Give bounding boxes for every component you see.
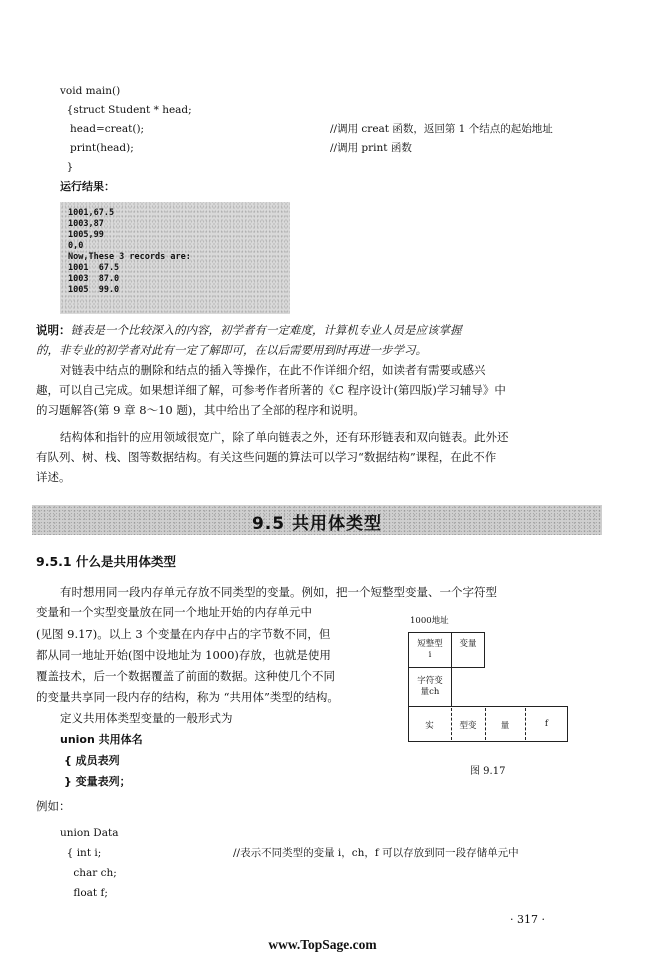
code-comment: //调用 creat 函数，返回第 1 个结点的起始地址: [330, 123, 553, 135]
console-line: 1003 87.0: [68, 274, 120, 284]
para2-line-1: 结构体和指针的应用领域很宽广，除了单向链表之外，还有环形链表和双向链表。此外还: [60, 430, 509, 444]
example-label: 例如：: [36, 799, 71, 813]
para3-line-3: (见图 9.17)。以上 3 个变量在内存中占的字节数不同，但: [36, 627, 331, 641]
figure-var-cell: 变量: [451, 632, 485, 668]
footer-url: www.TopSage.com: [268, 937, 377, 952]
section-banner: [32, 505, 602, 535]
subsection-title: 9.5.1 什么是共用体类型: [36, 554, 176, 569]
figure-float-cell: f: [544, 719, 549, 729]
code-line: head=creat();: [60, 123, 145, 135]
page-number: · 317 ·: [510, 913, 545, 926]
console-line: 1001 67.5: [68, 263, 120, 273]
code-line: }: [60, 161, 74, 173]
console-line: 1005,99: [68, 230, 104, 240]
figure-caption: 图 9.17: [470, 766, 506, 777]
code-line: void main(): [60, 85, 121, 97]
para3-line-6: 的变量共享同一段内存的结构，称为 “共用体”类型的结构。: [36, 690, 339, 704]
console-line: 1005 99.0: [68, 285, 120, 295]
console-output: [60, 202, 290, 314]
para1-line-3: 的习题解答(第 9 章 8～10 题)，其中给出了全部的程序和说明。: [36, 403, 365, 417]
figure-address-label: 1000地址: [410, 616, 449, 626]
syntax-line-1: union 共用体名: [60, 733, 143, 746]
para3-line-2: 变量和一个实型变量放在同一个地址开始的内存单元中: [36, 605, 312, 619]
code-line: float f;: [60, 887, 108, 899]
console-line: 0,0: [68, 241, 84, 251]
figure-float-cell: 型变: [459, 721, 477, 731]
code-line: union Data: [60, 827, 119, 839]
para2-line-2: 有队列、树、栈、图等数据结构。有关这些问题的算法可以学习“数据结构”课程，在此不作: [36, 450, 497, 464]
figure-float-cell: 量: [500, 721, 510, 731]
para1-line-1: 对链表中结点的删除和结点的插入等操作，在此不作详细介绍，如读者有需要或感兴: [60, 363, 486, 377]
section-title: 9.5 共用体类型: [251, 514, 383, 534]
para3-line-4: 都从同一地址开始(图中设地址为 1000)存放，也就是使用: [36, 648, 331, 662]
run-result-label: 运行结果：: [60, 180, 115, 193]
para3-line-1: 有时想用同一段内存单元存放不同类型的变量。例如，把一个短整型变量、一个字符型: [60, 585, 497, 599]
para2-line-3: 详述。: [36, 470, 71, 484]
note-prefix: 说明：: [36, 323, 71, 337]
syntax-line-3: } 变量表列；: [64, 775, 131, 788]
code-line: char ch;: [60, 867, 117, 879]
code-line: {struct Student * head;: [60, 104, 192, 116]
code-line: { int i;: [60, 847, 102, 859]
code-comment: //表示不同类型的变量 i，ch，f 可以存放到同一段存储单元中: [233, 847, 519, 859]
figure-float-cell: 实: [425, 721, 434, 731]
figure-char-cell: 字符变 量ch: [408, 667, 452, 707]
code-line: print(head);: [60, 142, 134, 154]
code-comment: //调用 print 函数: [330, 142, 412, 154]
note-line-2: 的，非专业的初学者对此有一定了解即可，在以后需要用到时再进一步学习。: [36, 343, 427, 357]
para4: 定义共用体类型变量的一般形式为: [60, 711, 233, 725]
note-line-1: 说明：链表是一个比较深入的内容，初学者有一定难度，计算机专业人员是应该掌握: [36, 323, 462, 337]
console-line: 1001,67.5: [68, 208, 115, 218]
para3-line-5: 覆盖技术，后一个数据覆盖了前面的数据。这种使几个不同: [36, 669, 335, 683]
console-line: 1003,87: [68, 219, 104, 229]
syntax-line-2: { 成员表列: [64, 754, 120, 767]
figure-short-cell: 短整型 i: [408, 632, 452, 668]
console-line: Now,These 3 records are:: [68, 252, 191, 262]
para1-line-2: 趣，可以自己完成。如果想详细了解，可参考作者所著的《C 程序设计(第四版)学习辅导》中: [36, 383, 506, 397]
